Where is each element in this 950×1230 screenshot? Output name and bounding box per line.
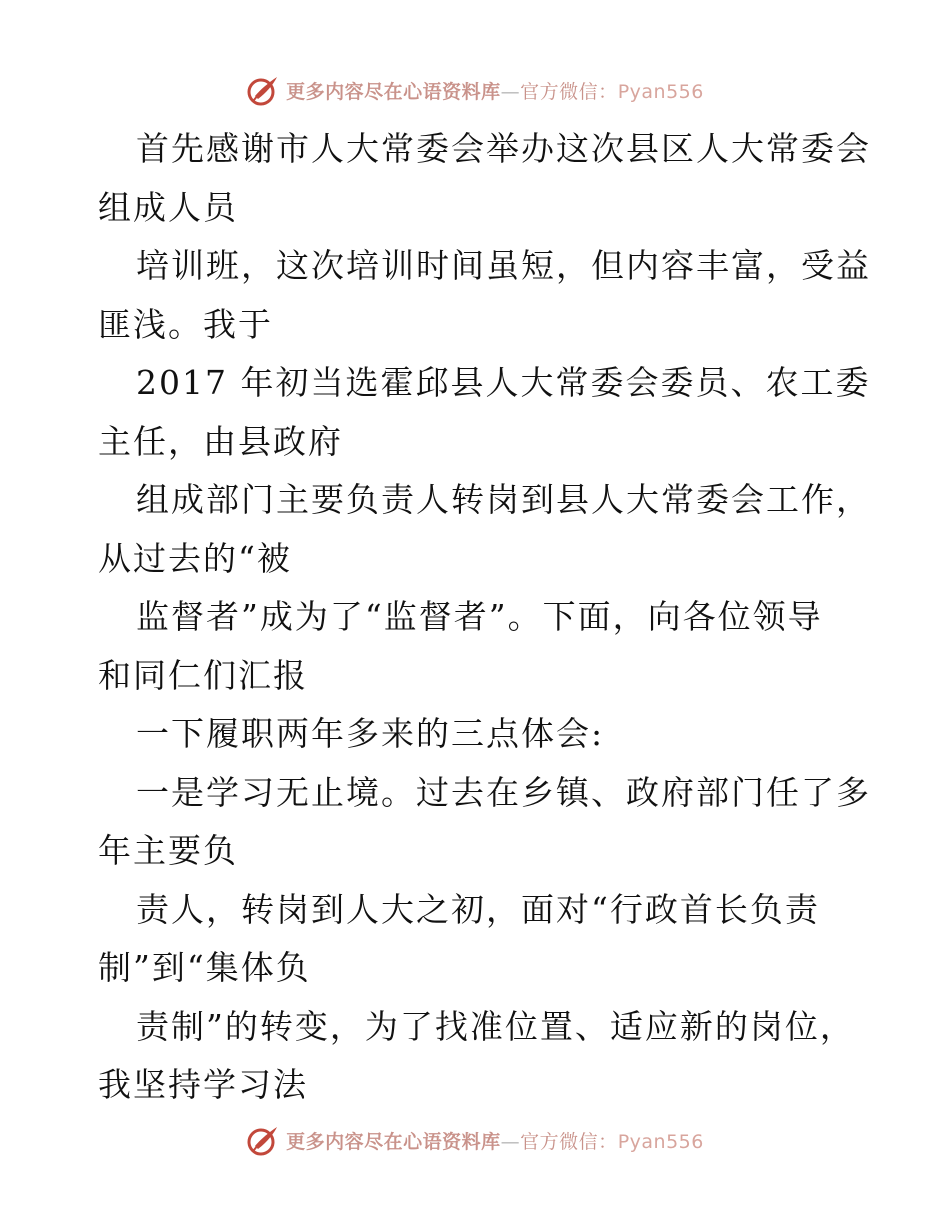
- body-line: 责人，转岗到人大之初，面对“行政首长负责: [136, 889, 820, 929]
- watermark-dash: —: [500, 80, 521, 103]
- quill-pen-logo-icon: [246, 1123, 280, 1157]
- footer-watermark: [0, 1120, 950, 1160]
- quill-pen-logo-icon: [246, 73, 280, 107]
- body-line: 监督者”成为了“监督者”。下面，向各位领导: [136, 597, 823, 636]
- watermark-brand: 更多内容尽在心语资料库: [286, 1130, 501, 1153]
- body-line: 和同仁们汇报: [98, 655, 308, 695]
- body-line: 我坚持学习法: [98, 1065, 308, 1104]
- watermark-dash: —: [500, 1130, 521, 1153]
- body-line: 培训班，这次培训时间虽短，但内容丰富，受益: [136, 246, 871, 285]
- watermark-text: [286, 1127, 704, 1154]
- watermark-wechat-id: Pyan556: [617, 1130, 704, 1153]
- body-line: 一是学习无止境。过去在乡镇、政府部门任了多: [136, 772, 871, 812]
- body-line: 一下履职两年多来的三点体会:: [136, 714, 605, 753]
- watermark-wechat-id: Pyan556: [617, 80, 704, 103]
- document-body: [98, 120, 871, 1115]
- body-line: 责制”的转变，为了找准位置、适应新的岗位，: [136, 1006, 855, 1046]
- body-line: 组成人员: [98, 187, 238, 227]
- watermark-text: [286, 77, 704, 104]
- watermark-contact-label: 官方微信：: [520, 80, 618, 103]
- body-line: 组成部门主要负责人转岗到县人大常委会工作，: [136, 480, 871, 519]
- body-line: 年主要负: [98, 831, 238, 870]
- watermark-contact-label: 官方微信：: [520, 1130, 618, 1153]
- header-watermark: [0, 70, 950, 110]
- body-line: 首先感谢市人大常委会举办这次县区人大常委会: [136, 129, 871, 168]
- body-line: 从过去的“被: [98, 538, 292, 578]
- body-line: 主任，由县政府: [98, 421, 343, 461]
- watermark-brand: 更多内容尽在心语资料库: [286, 80, 501, 103]
- body-line: 制”到“集体负: [98, 948, 311, 987]
- body-line: 匪浅。我于: [98, 304, 273, 344]
- body-line: 2017 年初当选霍邱县人大常委会委员、农工委: [136, 363, 871, 402]
